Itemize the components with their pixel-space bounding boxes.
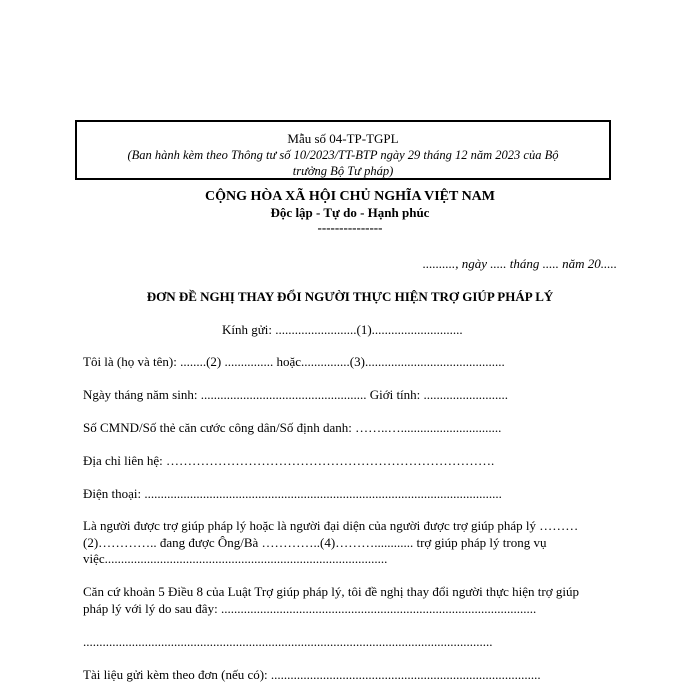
address-field: Địa chỉ liên hệ: …………………………………………………………………. <box>83 453 495 468</box>
form-number: Mẫu số 04-TP-TGPL <box>287 131 399 146</box>
dob-gender-field: Ngày tháng năm sinh: ................................................... Giới tính: .......................... <box>83 387 509 402</box>
reason-blank-line: .............................................................................................................................. <box>83 634 493 649</box>
issued-by-line-1: (Ban hành kèm theo Thông tư số 10/2023/TT-BTP ngày 29 tháng 12 năm 2023 của Bộ <box>127 148 559 162</box>
phone-field: Điện thoại: .............................................................................................................. <box>83 486 502 501</box>
role-line-2: (2)………….. đang được Ông/Bà …………..(4)………............ trợ giúp pháp lý trong vụ <box>83 535 547 550</box>
addressee-line: Kính gửi: .........................(1)............................ <box>222 322 463 337</box>
attachments-field: Tài liệu gửi kèm theo đơn (nếu có): ................................................................................... <box>83 667 541 682</box>
document-title: ĐƠN ĐỀ NGHỊ THAY ĐỔI NGƯỜI THỰC HIỆN TRỢ GIÚP PHÁP LÝ <box>146 289 554 304</box>
motto: Độc lập - Tự do - Hạnh phúc <box>270 205 430 220</box>
form-header-box <box>75 120 611 180</box>
role-line-3: việc....................................................................................... <box>83 551 388 566</box>
role-line-1: Là người được trợ giúp pháp lý hoặc là người đại diện của người được trợ giúp pháp lý ……… <box>83 518 579 533</box>
issued-by-line-2: trưởng Bộ Tư pháp) <box>292 164 394 178</box>
date-line: .........., ngày ..... tháng ..... năm 20..... <box>422 256 617 271</box>
heading-divider: --------------- <box>317 220 383 235</box>
basis-line-2: pháp lý với lý do sau đây: ................................................................................................. <box>83 601 537 616</box>
name-field: Tôi là (họ và tên): ........(2) ............... hoặc...............(3)........................................... <box>83 354 505 369</box>
id-number-field: Số CMND/Số thẻ căn cước công dân/Số định danh: ……..…............................... <box>83 420 502 435</box>
basis-line-1: Căn cứ khoản 5 Điều 8 của Luật Trợ giúp pháp lý, tôi đề nghị thay đổi người thực hiện trợ giúp <box>83 584 579 599</box>
country-heading: CỘNG HÒA XÃ HỘI CHỦ NGHĨA VIỆT NAM <box>204 189 495 204</box>
